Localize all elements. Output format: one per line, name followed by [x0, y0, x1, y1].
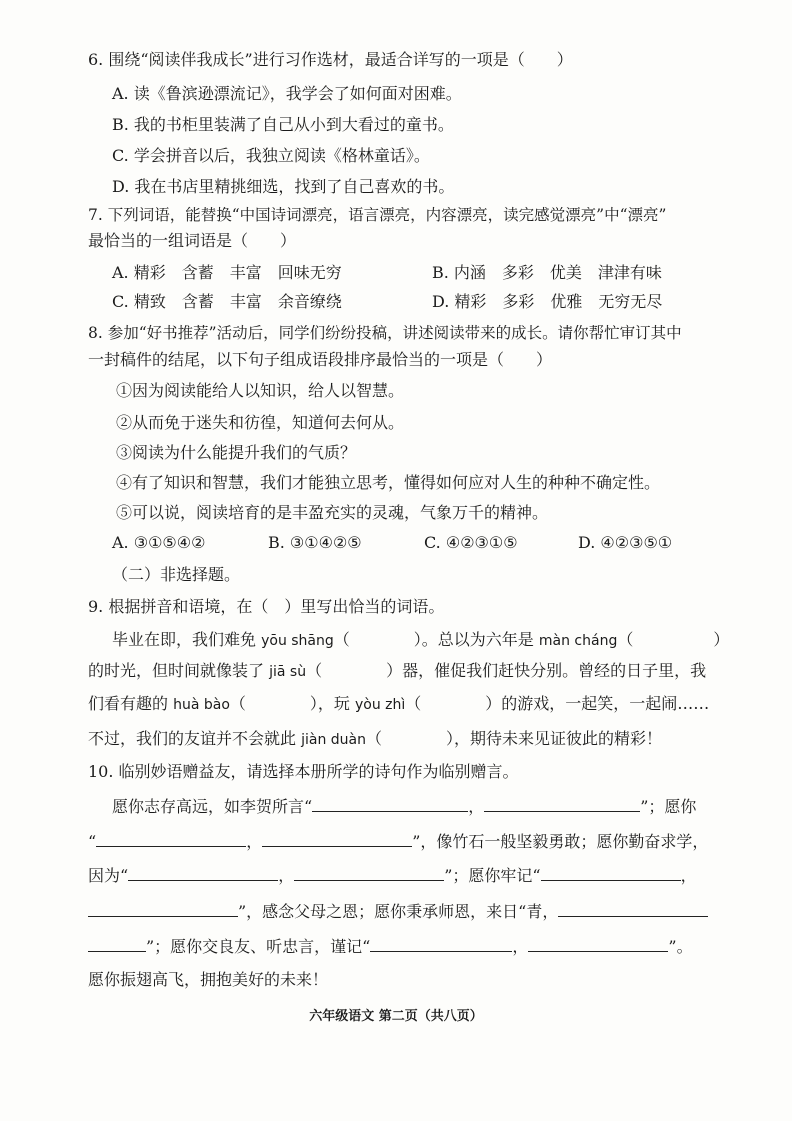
page-footer: 六年级语文 第二页（共八页） [309, 1009, 483, 1024]
q10-line4 [88, 902, 708, 922]
answer-blank[interactable] [262, 832, 412, 847]
q9-text: 们看有趣的 [88, 694, 174, 713]
q9-text[interactable]: （ ）的游戏，一起笑，一起闹…… [405, 694, 710, 713]
q10-text: ， [468, 797, 485, 816]
q9-line3 [88, 694, 709, 715]
answer-blank[interactable] [294, 866, 444, 881]
q10-text: ”；愿你交良友、听忠言，谨记“ [146, 937, 371, 956]
pinyin: màn cháng [538, 633, 618, 649]
q8-option-b: B. ③①④②⑤ [268, 533, 362, 552]
q9-text: 的时光，但时间就像装了 [88, 661, 270, 680]
q8-stem-line1: 8. 参加“好书推荐”活动后，同学们纷纷投稿，讲述阅读带来的成长。请你帮忙审订其中 [88, 324, 682, 342]
q7-option-c: C. 精致 含蓄 丰富 余音缭绕 [112, 292, 342, 311]
q9-text[interactable]: （ ），期待未来见证彼此的精彩！ [366, 729, 663, 748]
pinyin: huà bào [173, 697, 230, 713]
answer-blank[interactable] [128, 866, 278, 881]
q9-text: 毕业在即，我们难免 [112, 630, 262, 649]
q10-text: “ [88, 832, 97, 851]
answer-blank[interactable] [528, 937, 668, 952]
q9-line1 [112, 630, 729, 651]
q8-sentence-4: ④有了知识和智慧，我们才能独立思考，懂得如何应对人生的种种不确定性。 [116, 473, 661, 492]
q10-text: ”。 [668, 937, 693, 956]
q10-closing: 愿你振翅高飞，拥抱美好的未来！ [88, 970, 329, 989]
q9-stem: 9. 根据拼音和语境，在（ ）里写出恰当的词语。 [88, 597, 445, 616]
q6-stem: 6. 围绕“阅读伴我成长”进行习作选材，最适合详写的一项是（ ） [88, 50, 573, 69]
q10-text: ， [680, 866, 697, 885]
q8-option-c: C. ④②③①⑤ [424, 533, 518, 552]
q8-sentence-3: ③阅读为什么能提升我们的气质？ [116, 443, 357, 462]
q8-sentence-2: ②从而免于迷失和彷徨，知道何去何从。 [116, 413, 405, 432]
q9-text[interactable]: （ ） [617, 630, 730, 649]
q7-stem-line1: 7. 下列词语，能替换“中国诗词漂亮，语言漂亮，内容漂亮，读完感觉漂亮”中“漂亮” [88, 206, 667, 224]
answer-blank[interactable] [312, 797, 468, 812]
q10-stem: 10. 临别妙语赠益友，请选择本册所学的诗句作为临别赠言。 [88, 762, 519, 781]
q9-text: 不过，我们的友谊并不会就此 [88, 729, 302, 748]
q8-stem-line2: 一封稿件的结尾，以下句子组成语段排序最恰当的一项是（ ） [88, 350, 553, 369]
answer-blank[interactable] [541, 866, 681, 881]
q10-text: ”；愿你 [640, 797, 697, 816]
q9-line2 [88, 661, 706, 682]
q10-line5 [88, 937, 693, 957]
answer-blank[interactable] [558, 902, 708, 917]
q8-option-a: A. ③①⑤④② [112, 533, 206, 552]
q10-text: ， [512, 937, 529, 956]
pinyin: jiā sù [269, 664, 307, 680]
pinyin: yòu zhì [355, 697, 406, 713]
q10-text: ， [278, 866, 295, 885]
q6-option-c: C. 学会拼音以后，我独立阅读《格林童话》。 [112, 146, 430, 165]
q6-option-a: A. 读《鲁滨逊漂流记》，我学会了如何面对困难。 [112, 84, 462, 103]
q8-option-d: D. ④②③⑤① [578, 533, 673, 552]
q10-text: ”，像竹石一般坚毅勇敢；愿你勤奋求学， [412, 832, 709, 851]
q10-text: 因为“ [88, 866, 129, 885]
q10-line1 [112, 797, 696, 817]
q9-line4 [88, 729, 662, 750]
q10-text: ”；愿你牢记“ [444, 866, 541, 885]
section-heading: （二）非选择题。 [112, 565, 241, 584]
pinyin: yōu shāng [261, 633, 334, 649]
answer-blank[interactable] [88, 902, 238, 917]
q10-text: ”，感念父母之恩；愿你秉承师恩，来日“青， [238, 902, 559, 921]
q9-text[interactable]: （ ）。总以为六年是 [333, 630, 539, 649]
q6-option-d: D. 我在书店里精挑细选，找到了自己喜欢的书。 [112, 177, 455, 196]
answer-blank[interactable] [96, 832, 246, 847]
q7-option-b: B. 内涵 多彩 优美 津津有味 [432, 263, 662, 282]
q8-sentence-1: ①因为阅读能给人以知识，给人以智慧。 [116, 381, 405, 400]
answer-blank[interactable] [484, 797, 640, 812]
answer-blank[interactable] [370, 937, 512, 952]
q10-line2 [88, 832, 708, 852]
q10-text: 愿你志存高远，如李贺所言“ [112, 797, 313, 816]
q9-text[interactable]: （ ），玩 [229, 694, 355, 713]
answer-blank[interactable] [88, 937, 146, 952]
q6-option-b: B. 我的书柜里装满了自己从小到大看过的童书。 [112, 115, 454, 134]
q7-option-a: A. 精彩 含蓄 丰富 回味无穷 [112, 263, 342, 282]
q10-text: ， [246, 832, 263, 851]
q7-stem-line2: 最恰当的一组词语是（ ） [88, 231, 297, 250]
q8-sentence-5: ⑤可以说，阅读培育的是丰盈充实的灵魂，气象万千的精神。 [116, 503, 549, 522]
q9-text[interactable]: （ ）器，催促我们赶快分别。曾经的日子里，我 [306, 661, 707, 680]
q7-option-d: D. 精彩 多彩 优雅 无穷无尽 [432, 292, 663, 311]
pinyin: jiàn duàn [301, 732, 366, 748]
q10-line3 [88, 866, 697, 886]
